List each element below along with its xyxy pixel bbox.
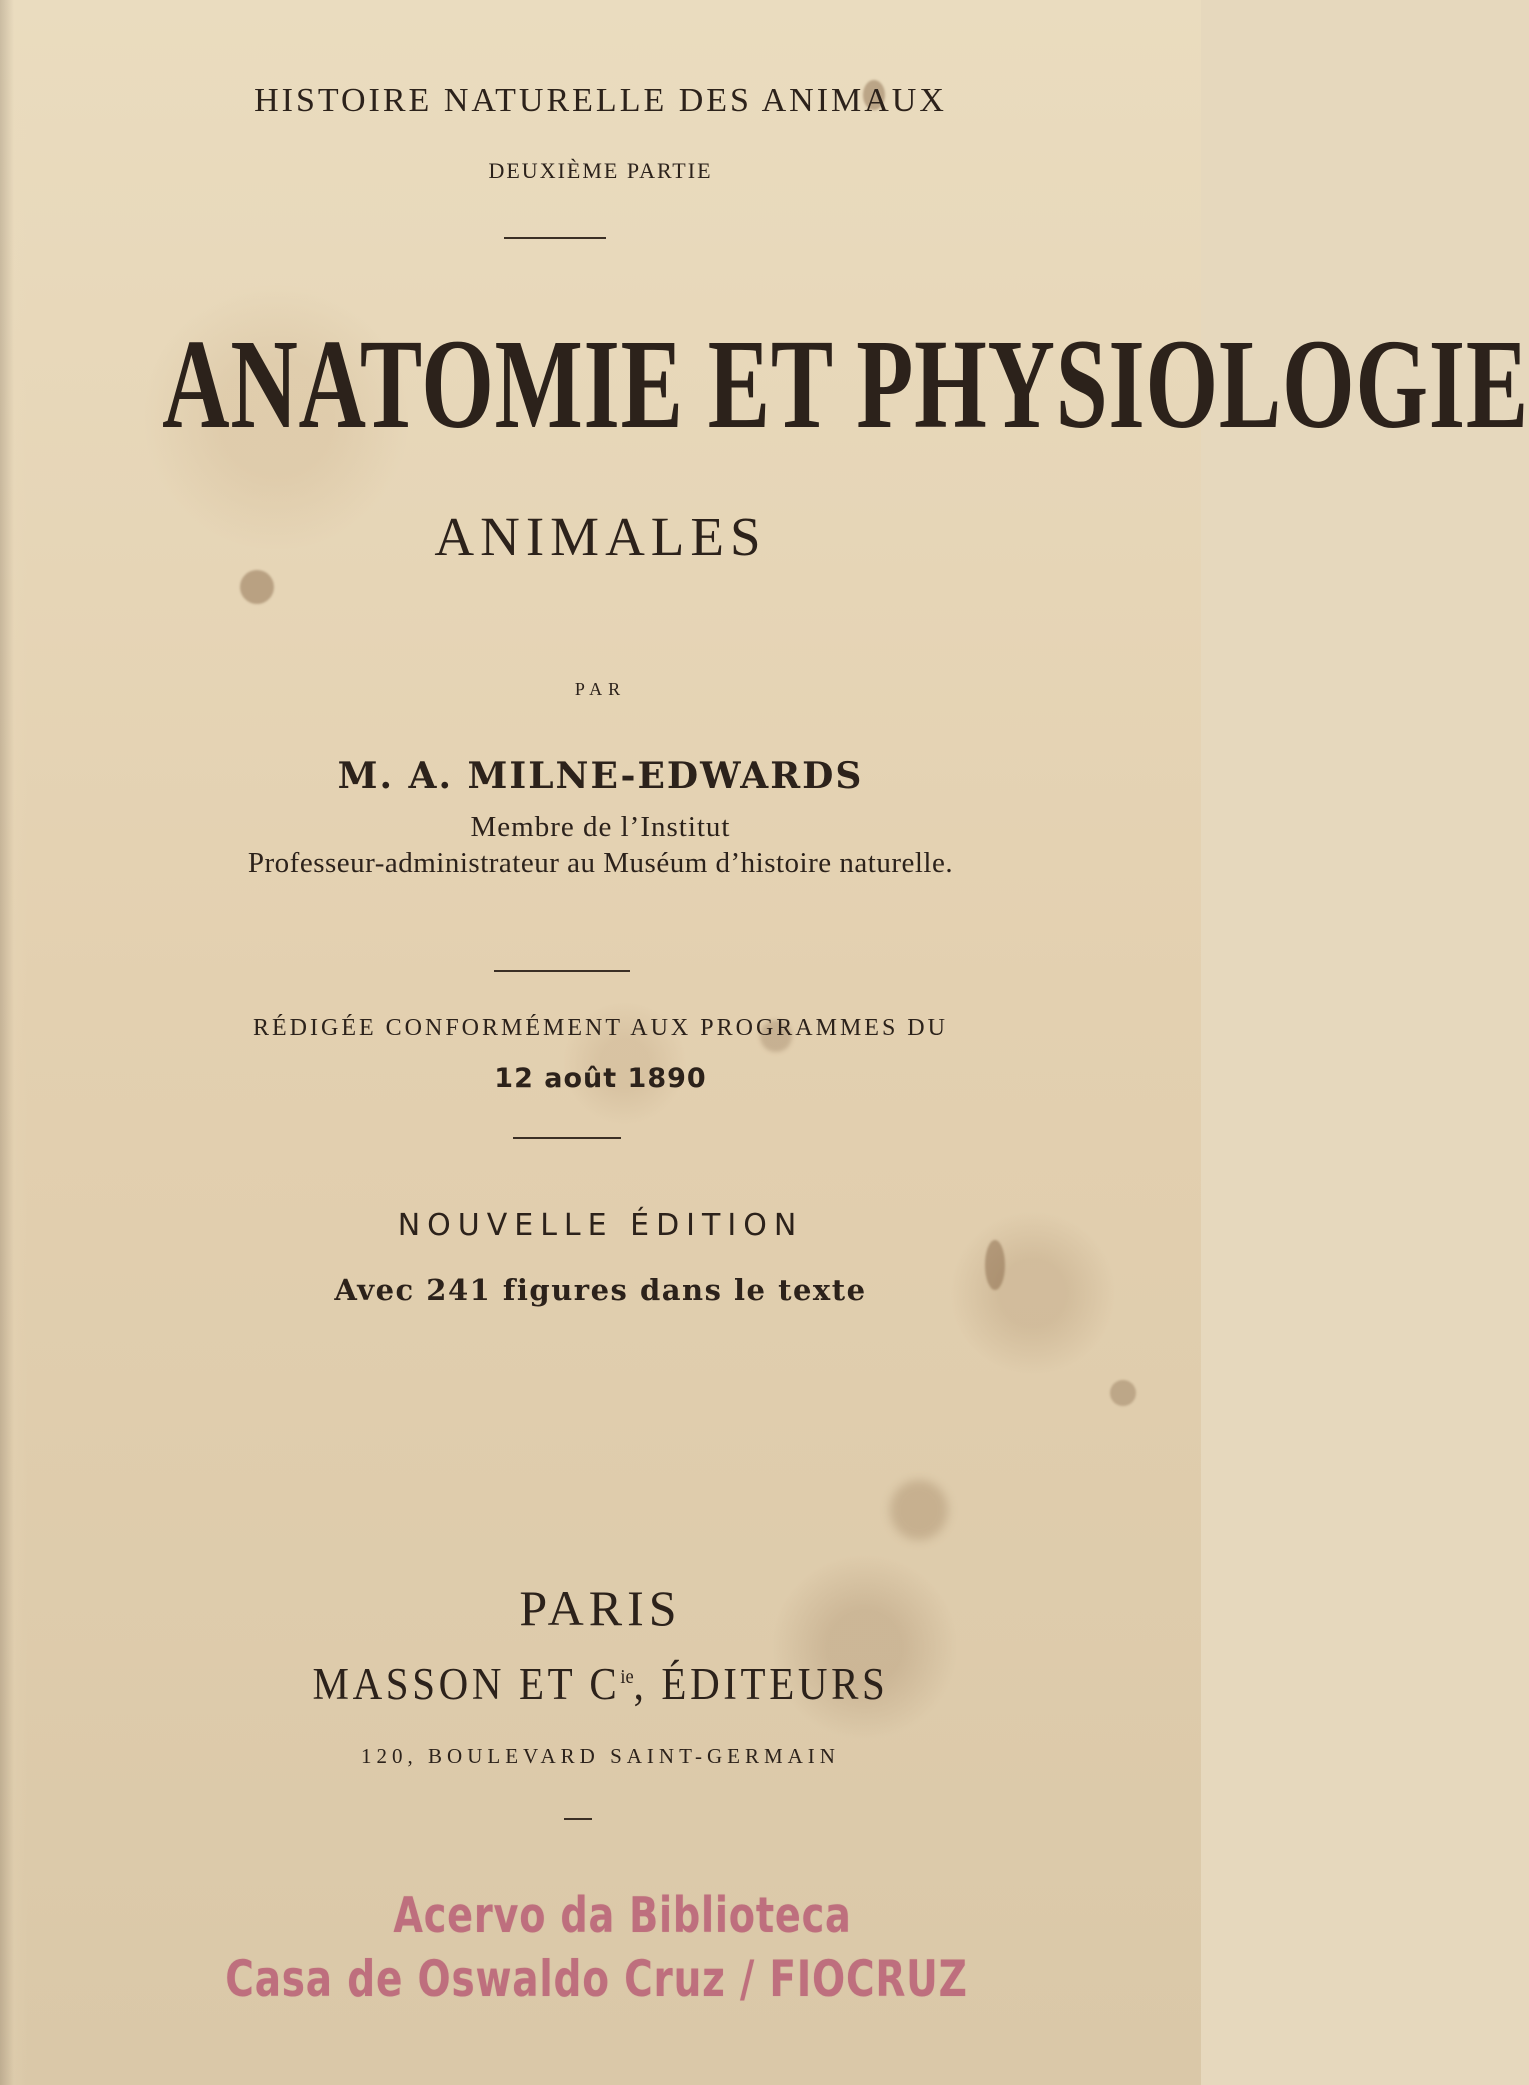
bottom-divider [564,1818,592,1820]
edition-divider [513,1137,621,1139]
program-date: 12 août 1890 [494,1063,707,1094]
paper-stain [890,1480,948,1540]
publisher-name-prefix: MASSON ET C [312,1659,621,1709]
series-title: HISTOIRE NATURELLE DES ANIMAUX [254,82,947,119]
publisher-name-suffix: , ÉDITEURS [633,1659,889,1709]
author-prefix: PAR [574,679,627,699]
paper-stain [240,570,274,604]
author-position: Professeur-administrateur au Muséum d’histoire naturelle. [247,847,954,879]
publisher-superscript: ie [620,1666,634,1688]
figures-statement: Avec 241 figures dans le texte [334,1273,867,1307]
author-membership: Membre de l’Institut [470,811,731,843]
publisher-name [54,1659,1147,1709]
series-part: DEUXIÈME PARTIE [488,158,713,183]
book-subtitle: ANIMALES [434,506,767,567]
middle-divider [494,970,630,972]
library-stamp-line-2: Casa de Oswaldo Cruz / FIOCRUZ [225,1950,968,2008]
paper-stain [1110,1380,1136,1406]
book-title: ANATOMIE ET PHYSIOLOGIE [162,313,1529,455]
program-statement: RÉDIGÉE CONFORMÉMENT AUX PROGRAMMES DU [253,1015,948,1041]
top-divider [504,237,606,239]
publisher-city: PARIS [519,1580,682,1636]
edition-label: NOUVELLE ÉDITION [397,1208,804,1243]
author-name: M. A. MILNE-EDWARDS [337,755,864,797]
library-stamp-line-1: Acervo da Biblioteca [393,1887,852,1944]
publisher-address: 120, BOULEVARD SAINT-GERMAIN [361,1744,840,1768]
